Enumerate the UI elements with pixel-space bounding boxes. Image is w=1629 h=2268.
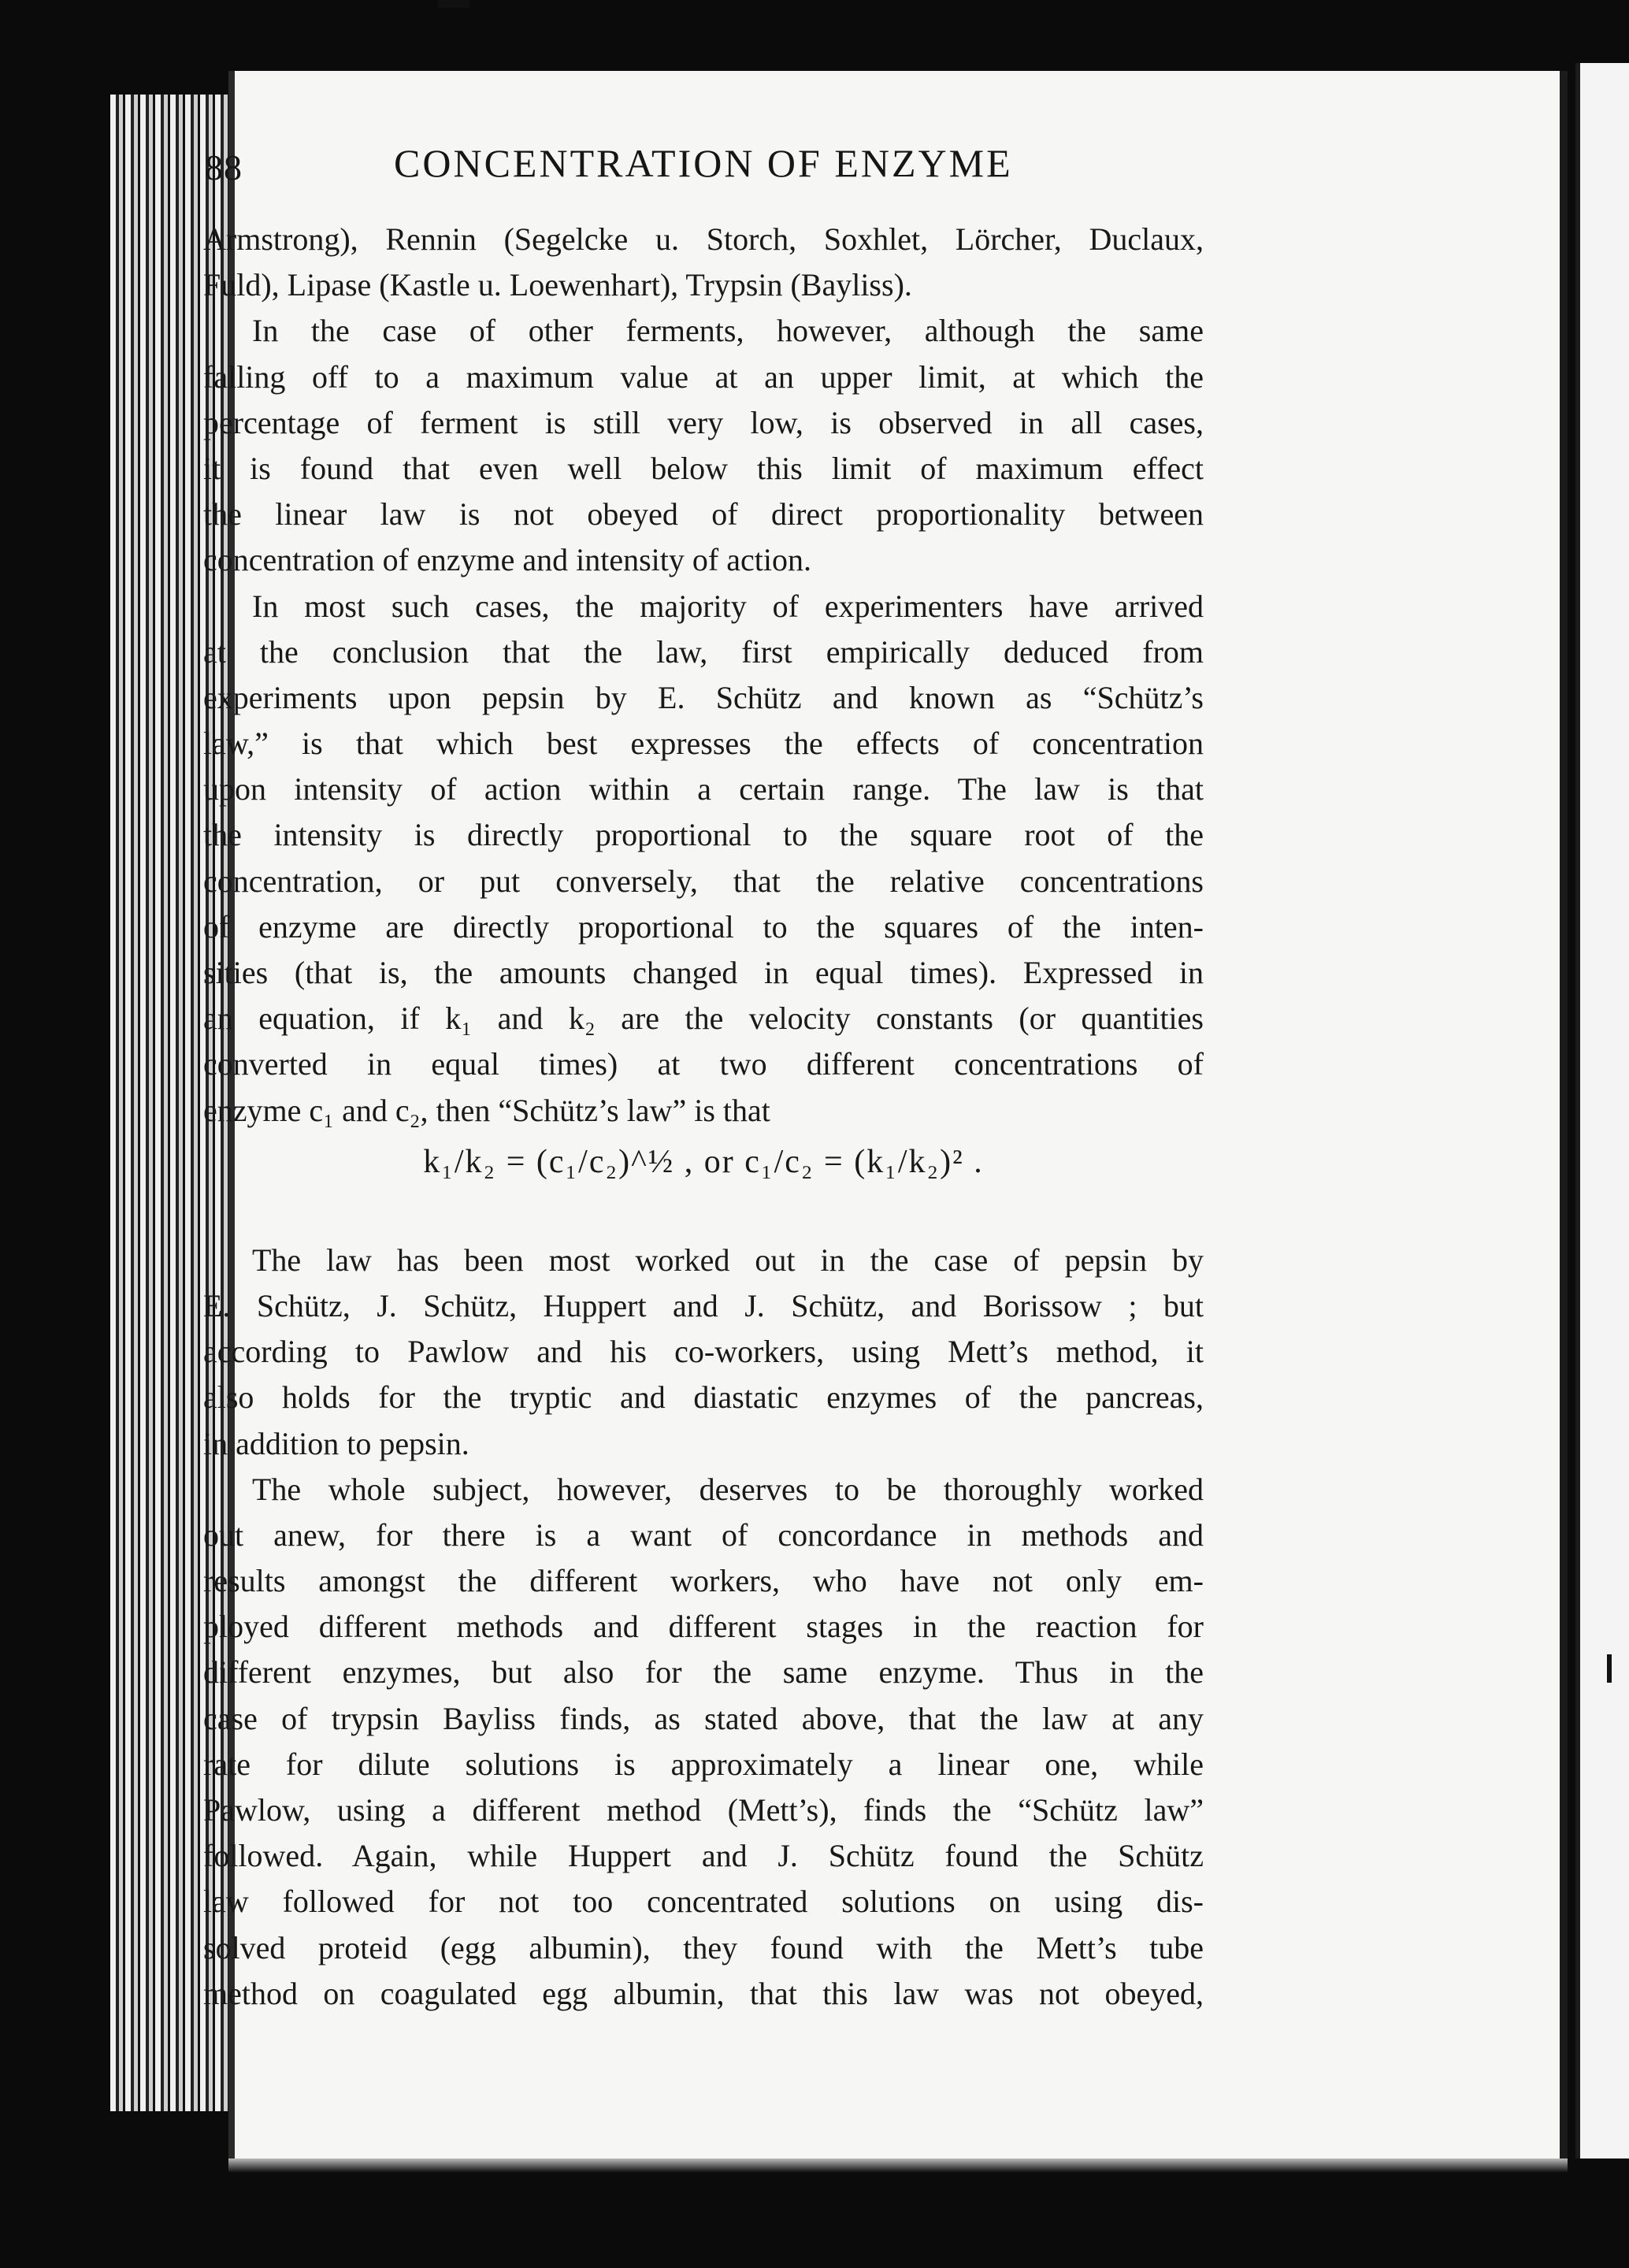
text-line: method on coagulated egg albumin, that this law was not obeyed, <box>203 1975 1204 2011</box>
text-line: concentration, or put conversely, that the relative concentrations <box>203 863 1204 899</box>
text-line: upon intensity of action within a certain range. The law is that <box>203 771 1204 807</box>
text-line: an equation, if k₁ and k₂ are the velocity constants (or quantities <box>203 1000 1204 1037</box>
paragraph-1 <box>203 217 1204 308</box>
text-line: converted in equal times) at two different concentrations of <box>203 1046 1204 1082</box>
paragraph-2 <box>203 308 1204 583</box>
page-bottom-shadow <box>228 2158 1568 2173</box>
text-line: law followed for not too concentrated solutions on using dis- <box>203 1884 1204 1920</box>
text-line: solved proteid (egg albumin), they found with the Mett’s tube <box>203 1929 1204 1965</box>
text-line: the linear law is not obeyed of direct proportionality between <box>203 496 1204 533</box>
text-line: Fuld), Lipase (Kastle u. Loewenhart), Trypsin (Bayliss). <box>203 267 912 303</box>
text-line: In most such cases, the majority of experimenters have arrived <box>252 588 1204 624</box>
text-line: out anew, for there is a want of concordance in methods and <box>203 1516 1204 1553</box>
paragraph-3 <box>203 584 1204 1134</box>
text-line: E. Schütz, J. Schütz, Huppert and J. Schütz, and Borissow ; but <box>203 1287 1204 1323</box>
body-text <box>203 217 1204 2017</box>
running-title: CONCENTRATION OF ENZYME <box>394 141 1013 185</box>
paragraph-5 <box>203 1467 1204 2017</box>
text-line: it is found that even well below this limit of maximum effect <box>203 450 1204 486</box>
equation-block <box>203 1134 1204 1212</box>
text-line: results amongst the different workers, who have not only em- <box>203 1563 1204 1599</box>
facing-page-edge <box>1575 63 1629 2158</box>
text-line: followed. Again, while Huppert and J. Schütz found the Schütz <box>203 1838 1204 1874</box>
text-line: percentage of ferment is still very low, is observed in all cases, <box>203 404 1204 440</box>
text-line: law,” is that which best expresses the effects of concentration <box>203 726 1204 762</box>
text-line: ployed different methods and different stages in the reaction for <box>203 1609 1204 1645</box>
text-line: the intensity is directly proportional to the square root of the <box>203 817 1204 853</box>
text-line: falling off to a maximum value at an upper limit, at which the <box>203 358 1204 395</box>
text-line: rate for dilute solutions is approximately a linear one, while <box>203 1746 1204 1782</box>
text-line: in addition to pepsin. <box>203 1425 469 1461</box>
text-line: concentration of enzyme and intensity of action. <box>203 542 811 578</box>
text-line: In the case of other ferments, however, although the same <box>252 313 1204 349</box>
text-line: The law has been most worked out in the case of pepsin by <box>252 1242 1204 1278</box>
text-line: enzyme c₁ and c₂, then “Schütz’s law” is that <box>203 1092 770 1128</box>
text-line: at the conclusion that the law, first empirically deduced from <box>203 633 1204 670</box>
page-number: 88 <box>205 147 243 187</box>
text-line: of enzyme are directly proportional to the squares of the inten- <box>203 908 1204 945</box>
text-line: Armstrong), Rennin (Segelcke u. Storch, Soxhlet, Lörcher, Duclaux, <box>203 221 1204 257</box>
page-header <box>205 140 1229 203</box>
schutz-law-equation: k₁/k₂ = (c₁/c₂)^½ , or c₁/c₂ = (k₁/k₂)² . <box>423 1143 984 1180</box>
scan-speck <box>1607 1654 1612 1683</box>
spacer <box>203 1212 1204 1238</box>
paragraph-4 <box>203 1238 1204 1467</box>
scan-speck <box>438 0 469 8</box>
text-line: also holds for the tryptic and diastatic enzymes of the pancreas, <box>203 1379 1204 1416</box>
text-line: Pawlow, using a different method (Mett’s), finds the “Schütz law” <box>203 1792 1204 1828</box>
text-line: experiments upon pepsin by E. Schütz and known as “Schütz’s <box>203 679 1204 715</box>
text-line: according to Pawlow and his co-workers, using Mett’s method, it <box>203 1334 1204 1370</box>
text-line: case of trypsin Bayliss finds, as stated above, that the law at any <box>203 1700 1204 1736</box>
text-line: different enzymes, but also for the same enzyme. Thus in the <box>203 1654 1204 1691</box>
text-line: The whole subject, however, deserves to be thoroughly worked <box>252 1471 1204 1507</box>
text-line: sities (that is, the amounts changed in equal times). Expressed in <box>203 955 1204 990</box>
